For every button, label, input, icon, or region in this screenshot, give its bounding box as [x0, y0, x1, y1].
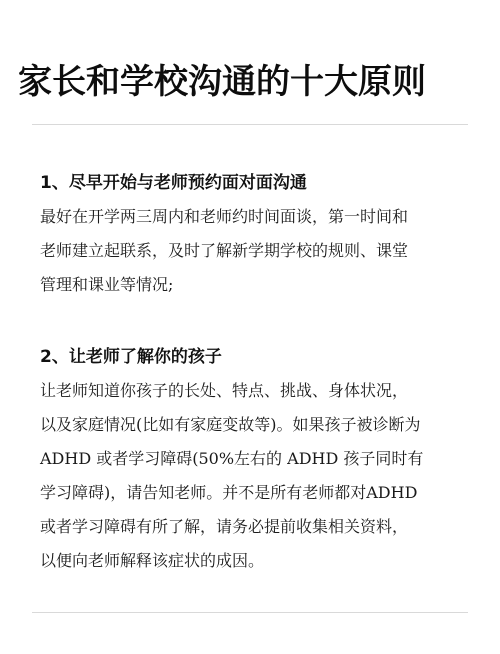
section-1-line-2: 老师建立起联系，及时了解新学期学校的规则、课堂 — [40, 241, 409, 260]
section-2-line-4: 学习障碍)，请告知老师。并不是所有老师都对ADHD — [40, 483, 418, 502]
section-2-line-6: 以便向老师解释该症状的成因。 — [40, 551, 265, 570]
section-2-line-3: ADHD 或者学习障碍(50%左右的 ADHD 孩子同时有 — [40, 449, 424, 468]
section-2-line-5: 或者学习障碍有所了解，请务必提前收集相关资料， — [40, 517, 409, 536]
document-title: 家长和学校沟通的十大原则 — [18, 62, 426, 102]
section-2 — [40, 340, 470, 578]
bottom-divider — [32, 612, 468, 613]
section-1 — [40, 166, 470, 302]
section-1-line-1: 最好在开学两三周内和老师约时间面谈，第一时间和 — [40, 207, 409, 226]
section-2-line-1: 让老师知道你孩子的长处、特点、挑战、身体状况， — [40, 381, 409, 400]
top-divider — [32, 124, 468, 125]
section-1-heading: 1、尽早开始与老师预约面对面沟通 — [40, 173, 307, 193]
section-2-heading: 2、让老师了解你的孩子 — [40, 347, 222, 367]
section-2-line-2: 以及家庭情况(比如有家庭变故等)。如果孩子被诊断为 — [40, 415, 421, 434]
section-1-line-3: 管理和课业等情况; — [40, 275, 174, 294]
